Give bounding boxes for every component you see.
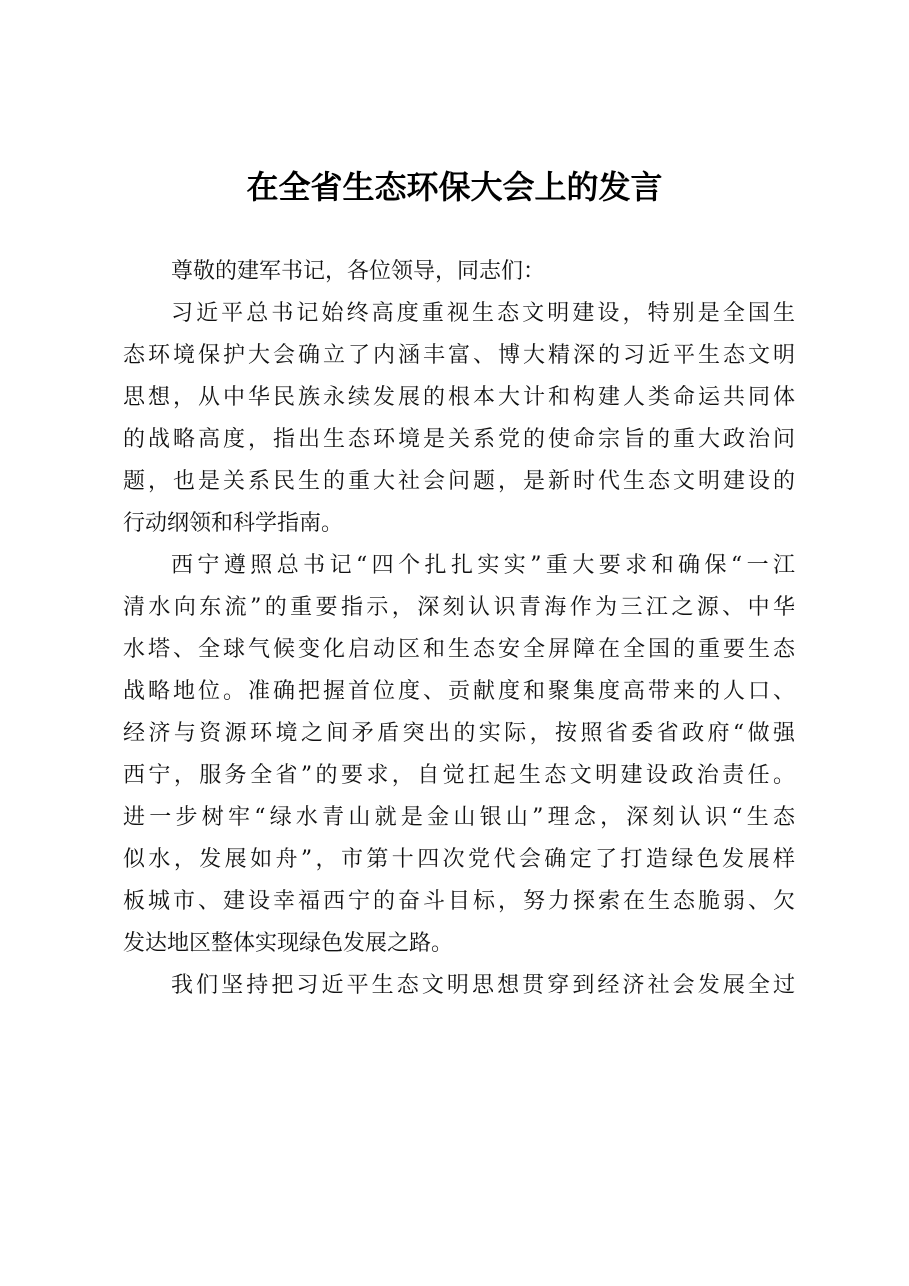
document-title: 在全省生态环保大会上的发言 <box>246 168 663 206</box>
paragraph-2-line-2: 清水向东流”的重要指示，深刻认识青海作为三江之源、中华 <box>123 595 795 620</box>
paragraph-2-line-6: 西宁，服务全省”的要求，自觉扛起生态文明建设政治责任。 <box>123 763 795 788</box>
paragraph-3-line-1: 我们坚持把习近平生态文明思想贯穿到经济社会发展全过 <box>171 973 795 998</box>
paragraph-2-line-4: 战略地位。准确把握首位度、贡献度和聚集度高带来的人口、 <box>123 679 795 704</box>
paragraph-2-line-3: 水塔、全球气候变化启动区和生态安全屏障在全国的重要生态 <box>123 637 795 662</box>
paragraph-1-line-1: 习近平总书记始终高度重视生态文明建设，特别是全国生 <box>171 301 795 326</box>
paragraph-1-line-4: 的战略高度，指出生态环境是关系党的使命宗旨的重大政治问 <box>123 427 795 452</box>
paragraph-2-line-9: 板城市、建设幸福西宁的奋斗目标，努力探索在生态脆弱、欠 <box>123 889 795 914</box>
paragraph-2-line-7: 进一步树牢“绿水青山就是金山银山”理念，深刻认识“生态 <box>123 805 795 830</box>
paragraph-1-line-3: 思想，从中华民族永续发展的根本大计和构建人类命运共同体 <box>123 385 795 410</box>
paragraph-1-line-6: 行动纲领和科学指南。 <box>123 511 344 536</box>
paragraph-2-line-5: 经济与资源环境之间矛盾突出的实际，按照省委省政府“做强 <box>123 721 795 746</box>
paragraph-2-line-1: 西宁遵照总书记“四个扎扎实实”重大要求和确保“一江 <box>171 553 795 578</box>
document-body <box>123 251 795 1007</box>
paragraph-1-line-2: 态环境保护大会确立了内涵丰富、博大精深的习近平生态文明 <box>123 343 795 368</box>
paragraph-1-line-5: 题，也是关系民生的重大社会问题，是新时代生态文明建设的 <box>123 469 795 494</box>
paragraph-2-line-8: 似水，发展如舟”，市第十四次党代会确定了打造绿色发展样 <box>123 847 795 872</box>
greeting-line: 尊敬的建军书记，各位领导，同志们： <box>171 259 546 284</box>
paragraph-2-line-10: 发达地区整体实现绿色发展之路。 <box>123 931 454 956</box>
